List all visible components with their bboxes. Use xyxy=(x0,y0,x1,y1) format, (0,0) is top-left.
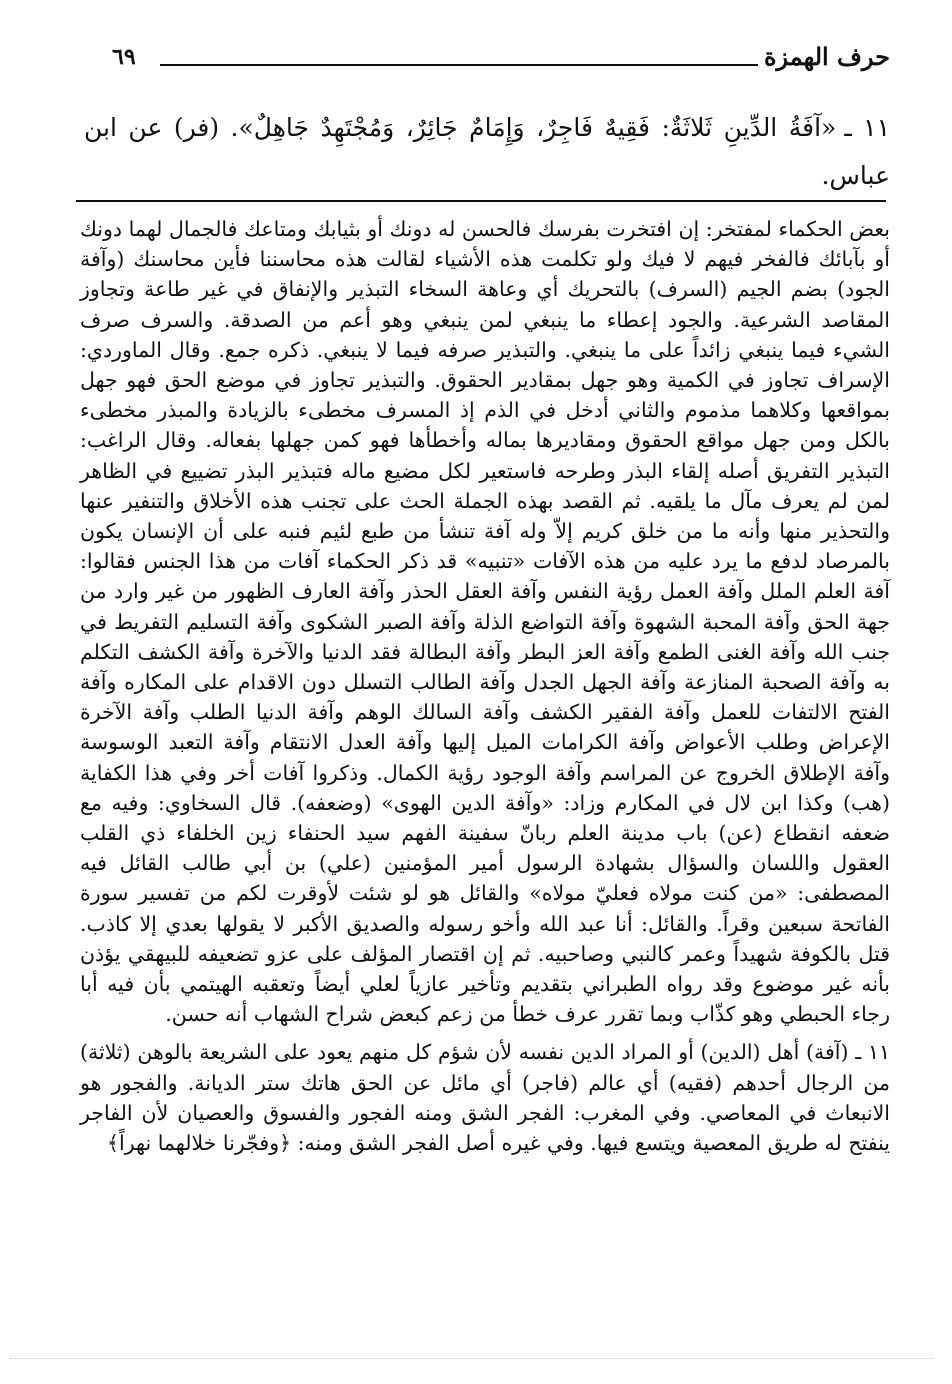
commentary-block xyxy=(80,214,890,1158)
hadith-text-block xyxy=(84,104,890,200)
hadith-number: ١١ ـ xyxy=(844,113,890,142)
chapter-title: حرف الهمزة xyxy=(763,42,890,71)
commentary-paragraph-1: بعض الحكماء لمفتخر: إن افتخرت بفرسك فالحسن له دونك أو بثيابك ومتاعك فالجمال لهما دونك أو بآبائك فالفخر فيهم لا فيك ولو تكلمت هذه الأشياء لقالت هذه محاسننا فأين محاسنك (وآفة الجود) بضم الجيم (السرف) بالتحريك أي وعاهة السخاء التبذير والإنفاق في غير طاعة وتجاوز المقاصد الشرعية. والجود إعطاء ما ينبغي لمن ينبغي وهو أعم من الصدقة. والسرف صرف الشيء فيما ينبغي زائداً على ما ينبغي. والتبذير صرفه فيما لا ينبغي. ذكره جمع. وقال الماوردي: الإسراف تجاوز في الكمية وهو جهل بمقادير الحقوق. والتبذير تجاوز في موضع الحق فهو جهل بمواقعها وكلاهما مذموم والثاني أدخل في الذم إذ المسرف مخطىء بالزيادة والمبذر مخطىء بالكل ومن جهل مواقع الحقوق ومقاديرها بماله وأخطأها فهو كمن جهلها بفعاله. وقال الراغب: التبذير التفريق أصله إلقاء البذر وطرحه فاستعير لكل مضيع ماله فتبذير البذر تضييع في الظاهر لمن لم يعرف مآل ما يلقيه. ثم القصد بهذه الجملة الحث على تجنب هذه الأخلاق والتنفير عنها والتحذير منها وأنه ما من خلق كريم إلاّ وله آفة تنشأ من طبع لئيم فنبه على أن الإنسان يكون بالمرصاد لدفع ما يرد عليه من هذه الآفات «تنبيه» قد ذكر الحكماء آفات من هذا الجنس فقالوا: آفة العلم الملل وآفة العمل رؤية النفس وآفة العقل الحذر وآفة العارف الظهور من غير وارد من جهة الحق وآفة المحبة الشهوة وآفة التواضع الذلة وآفة الصبر الشكوى وآفة التسليم التفريط في جنب الله وآفة الغنى الطمع وآفة العز البطر وآفة البطالة فقد الدنيا والآخرة وآفة الكشف التكلم به وآفة الصحبة المنازعة وآفة الجهل الجدل وآفة الطالب التسلل دون الاقدام على المكاره وآفة الفتح الالتفات للعمل وآفة الفقير الكشف وآفة السالك الوهم وآفة الدنيا الطلب وآفة الآخرة الإعراض وطلب الأعواض وآفة الكرامات الميل إليها وآفة العدل الانتقام وآفة التعبد الوسوسة وآفة الإطلاق الخروج عن المراسم وآفة الوجود رؤية الكمال. وذكروا آفات أخر وفي هذا الكفاية (هب) وكذا ابن لال في المكارم وزاد: «وآفة الدين الهوى» (وضعفه). قال السخاوي: وفيه مع ضعفه انقطاع (عن) باب مدينة العلم ربانّ سفينة الفهم سيد الحنفاء زين الخلفاء ذي القلب العقول واللسان والسؤال بشهادة الرسول أمير المؤمنين (علي) بن أبي طالب القائل فيه المصطفى: «من كنت مولاه فعليّ مولاه» والقائل هو لو شئت لأوقرت لكم من تفسير سورة الفاتحة سبعين وقراً. والقائل: أنا عبد الله وأخو رسوله والصديق الأكبر لا يقولها بعدي إلا كاذب. قتل بالكوفة شهيداً وعمر كالنبي وصاحبيه. ثم إن اقتصار المؤلف على عزو تضعيفه للبيهقي يؤذن بأنه غير موضوع وقد رواه الطبراني بتقديم وتأخير عازياً لعلي أيضاً وتعقبه الهيتمي بأن فيه أبا رجاء الحبطي وهو كذّاب وبما تقرر عرف خطأ من زعم كبعض شراح الشهاب أنه حسن. xyxy=(80,217,890,1027)
commentary-paragraph-2: ١١ ـ (آفة) أهل (الدين) أو المراد الدين نفسه لأن شؤم كل منهم يعود على الشريعة بالوهن (ثلاثة) من الرجال أحدهم (فقيه) أي عالم (فاجر) أي مائل عن الحق هاتك ستر الديانة. والفجور هو الانبعاث في المعاصي. وفي المغرب: الفجر الشق ومنه الفجور والفسوق والعصيان لأن الفاجر ينفتح له طريق المعصية ويتسع فيها. وفي غيره أصل الفجر الشق ومنه: ﴿وفجّرنا خلالهما نهراً﴾ xyxy=(80,1040,890,1156)
hadith-text: «آفَةُ الدِّينِ ثَلاثَةٌ: فَقِيهٌ فَاجِرٌ، وَإِمَامٌ جَائِرٌ، وَمُجْتَهِدٌ جَاهِلٌ». (فر) عن ابن عباس. xyxy=(84,113,890,190)
header-rule xyxy=(160,64,758,66)
page-number: ٦٩ xyxy=(112,44,136,70)
running-header xyxy=(112,42,890,78)
scan-edge-line xyxy=(10,1358,932,1359)
section-divider xyxy=(76,200,886,202)
